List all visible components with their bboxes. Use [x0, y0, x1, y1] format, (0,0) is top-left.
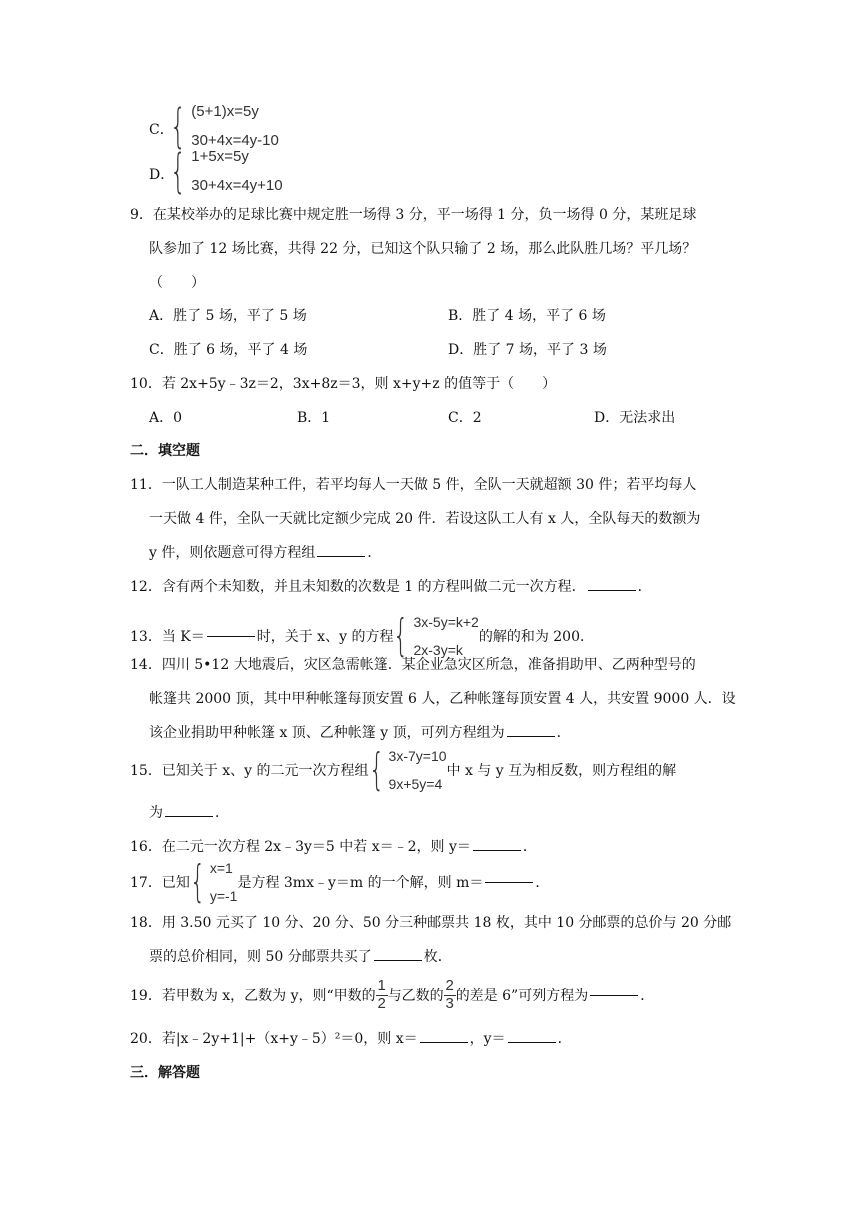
q17-line [130, 856, 550, 907]
fraction-one-half [376, 978, 388, 1012]
equation: 3x-5y=k+2 [413, 614, 479, 630]
q10-option-b: B．1 [297, 410, 331, 426]
q20-text-a: 20．若|x﹣2y+1|+（x+y﹣5）²＝0，则 x＝ [130, 1031, 418, 1047]
q12-text: 12．含有两个未知数，并且未知数的次数是 1 的方程叫做二元一次方程． [130, 579, 586, 595]
q10-text: 10．若 2x+5y﹣3z＝2，3x+8z＝3，则 x+y+z 的值等于（ ） [130, 376, 557, 392]
q8-option-c-letter: C． [149, 122, 174, 138]
q10-option-a: A．0 [149, 410, 183, 426]
q19-text-a: 19．若甲数为 x，乙数为 y，则“甲数的 [130, 988, 376, 1004]
q15-end: ． [215, 805, 229, 821]
q16-end: ． [522, 839, 537, 855]
equation: y=-1 [209, 887, 238, 904]
brace-icon: { [189, 856, 206, 907]
q9-answer-paren: （ ） [149, 275, 205, 291]
answer-blank[interactable] [485, 881, 533, 883]
q10-option-c: C．2 [448, 410, 482, 426]
q12-line [130, 576, 652, 596]
q11-line-3 [149, 542, 381, 562]
q8-option-d-system [170, 144, 283, 198]
q13-text-a: 13．当 K＝ [130, 629, 205, 645]
q8-option-d-letter: D． [149, 167, 175, 183]
q11-text: y 件，则依题意可得方程组 [149, 545, 316, 561]
brace-icon: { [393, 610, 409, 661]
fraction-two-thirds [444, 978, 456, 1012]
q9-option-b: B．胜了 4 场，平了 6 场 [448, 308, 606, 324]
answer-blank[interactable] [317, 555, 365, 557]
q11-line-1: 11．一队工人制造某种工件，若平均每人一天做 5 件，全队一天就超额 30 件；若平均每人 [130, 477, 697, 493]
q14-end: ． [556, 725, 571, 741]
q15-line-1 [130, 744, 677, 795]
q13-system [393, 610, 479, 661]
q14-line-3 [149, 722, 571, 742]
answer-blank-y[interactable] [508, 1041, 556, 1043]
q19-end: ． [640, 988, 655, 1004]
q11-end: ． [367, 545, 382, 561]
equation: 9x+5y=4 [388, 775, 443, 792]
answer-blank[interactable] [507, 735, 555, 737]
q13-line [130, 610, 594, 661]
q9-option-a: A．胜了 5 场，平了 5 场 [149, 308, 307, 324]
q16-text: 16．在二元一次方程 2x﹣3y＝5 中若 x＝﹣2，则 y＝ [130, 839, 471, 855]
equation: 3x-7y=10 [388, 748, 447, 764]
equation: 1+5x=5y [191, 148, 249, 165]
q8-option-c-system [170, 99, 279, 153]
q9-option-c: C．胜了 6 场，平了 4 场 [149, 342, 308, 358]
equation: x=1 [209, 860, 233, 876]
q20-end: ． [557, 1031, 572, 1047]
brace-icon: { [170, 99, 187, 153]
brace-icon: { [170, 144, 187, 198]
q12-end: ． [637, 579, 652, 595]
fraction-denominator: 2 [377, 994, 386, 1012]
q13-text-c: 的解的和为 200． [478, 629, 594, 645]
q15-text-a: 15．已知关于 x、y 的二元一次方程组 [130, 763, 369, 779]
brace-icon: { [368, 744, 384, 795]
answer-blank[interactable] [374, 959, 422, 961]
equation: 2x-3y=k [413, 641, 463, 658]
q9-line-2: 队参加了 12 场比赛，共得 22 分，已知这个队只输了 2 场，那么此队胜几场？平几场？ [149, 241, 697, 257]
section-3-heading: 三．解答题 [130, 1065, 200, 1081]
q10-option-d: D．无法求出 [594, 410, 676, 426]
q17-end: ． [535, 875, 550, 891]
equation: 30+4x=4y+10 [191, 176, 283, 194]
q9-line-1: 9．在某校举办的足球比赛中规定胜一场得 3 分，平一场得 1 分，负一场得 0 分，某班足球 [130, 207, 697, 223]
q17-text-a: 17．已知 [130, 875, 190, 891]
answer-blank[interactable] [165, 815, 213, 817]
answer-blank[interactable] [473, 849, 521, 851]
answer-blank[interactable] [207, 635, 255, 637]
q19-line [130, 974, 654, 1016]
q18-text: 票的总价相同，则 50 分邮票共买了 [149, 949, 372, 965]
q15-text-c: 为 [149, 805, 163, 821]
q15-system [368, 744, 447, 795]
equation: (5+1)x=5y [191, 103, 259, 120]
q18-end: 枚． [423, 949, 452, 965]
section-2-heading: 二．填空题 [130, 443, 200, 459]
q11-line-2: 一天做 4 件，全队一天就比定额少完成 20 件．若设这队工人有 x 人，全队每天的数额为 [149, 511, 701, 527]
q15-line-2 [149, 802, 229, 822]
q14-text: 该企业捐助甲种帐篷 x 顶、乙种帐篷 y 顶，可列方程组为 [149, 725, 505, 741]
q16-line [130, 836, 537, 856]
q14-line-1: 14．四川 5•12 大地震后，灾区急需帐篷．某企业急灾区所急，准备捐助甲、乙两种型号的 [130, 657, 696, 673]
q18-line-1: 18．用 3.50 元买了 10 分、20 分、50 分三种邮票共 18 枚，其中 10 分邮票的总价与 20 分邮 [130, 915, 732, 931]
fraction-denominator: 3 [445, 994, 454, 1012]
q18-line-2 [149, 946, 452, 966]
q17-system [189, 856, 238, 907]
q20-text-b: ，y＝ [469, 1031, 506, 1047]
q19-text-c: 的差是 6”可列方程为 [455, 988, 589, 1004]
answer-blank[interactable] [590, 994, 638, 996]
q13-text-b: 时，关于 x、y 的方程 [256, 629, 394, 645]
equation: 30+4x=4y-10 [191, 131, 279, 149]
q9-option-d: D．胜了 7 场，平了 3 场 [448, 342, 607, 358]
q17-text-b: 是方程 3mx﹣y＝m 的一个解，则 m＝ [237, 875, 484, 891]
q19-text-b: 与乙数的 [387, 988, 444, 1004]
q20-line [130, 1028, 572, 1048]
q14-line-2: 帐篷共 2000 顶，其中甲种帐篷每顶安置 6 人，乙种帐篷每顶安置 4 人，共安置 9000 人．设 [149, 691, 736, 707]
fraction-numerator: 1 [377, 977, 386, 994]
answer-blank-x[interactable] [420, 1041, 468, 1043]
fraction-numerator: 2 [445, 977, 454, 994]
q15-text-b: 中 x 与 y 互为相反数，则方程组的解 [446, 763, 677, 779]
answer-blank[interactable] [588, 589, 636, 591]
